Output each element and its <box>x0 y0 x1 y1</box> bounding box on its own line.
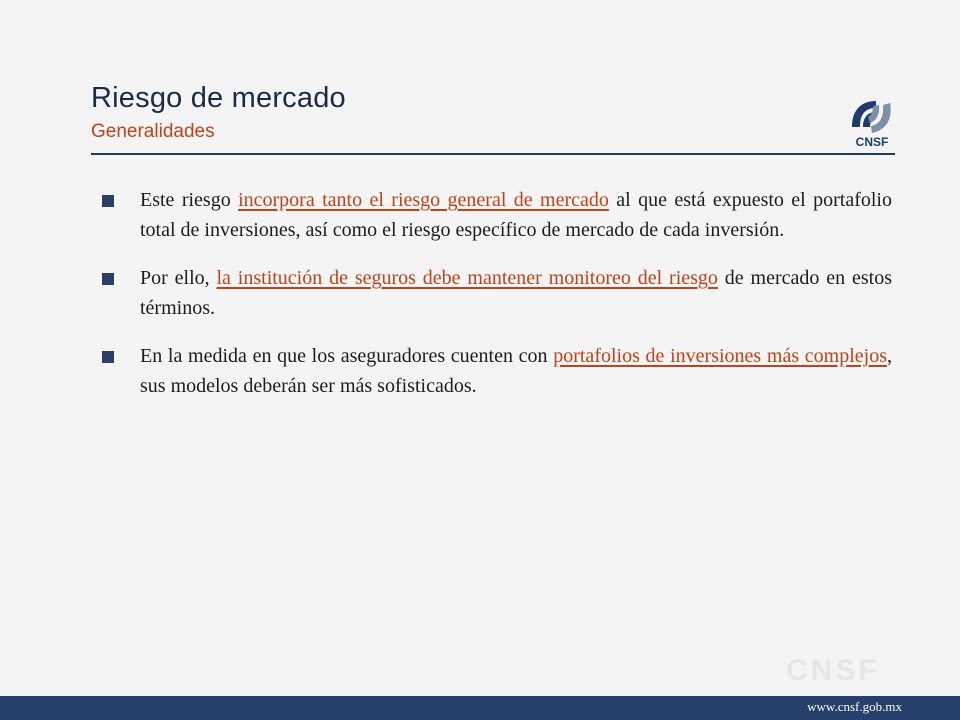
slide-title: Riesgo de mercado <box>91 82 346 114</box>
bullet-item <box>100 185 892 245</box>
bullet-text-before: Este riesgo <box>140 189 239 211</box>
cnsf-logo <box>846 97 898 149</box>
bullet-text-after: , sus modelos deberán ser más sofisticados. <box>140 345 892 397</box>
bullet-text-before: Por ello, <box>140 267 217 289</box>
square-bullet-icon <box>102 351 114 363</box>
bullet-highlight-link[interactable]: incorpora tanto el riesgo general de mercado <box>238 189 609 211</box>
footer-url-link[interactable]: www.cnsf.gob.mx <box>807 699 902 714</box>
logo-text: CNSF <box>855 135 889 149</box>
title-divider <box>91 153 895 155</box>
cnsf-logo-icon <box>846 97 898 149</box>
cnsf-watermark: CNSF <box>786 654 880 687</box>
bullet-text-after: al que está expuesto el portafolio total de inversiones, así como el riesgo específico de mercado de cada inversión. <box>140 189 892 241</box>
bullet-text-before: En la medida en que los aseguradores cuenten con <box>140 345 554 367</box>
square-bullet-icon <box>102 195 114 207</box>
bullet-text-after: de mercado en estos términos. <box>140 267 892 319</box>
square-bullet-icon <box>102 273 114 285</box>
slide-subtitle: Generalidades <box>91 121 215 142</box>
bullet-list <box>100 185 892 419</box>
bullet-highlight-link[interactable]: portafolios de inversiones más complejos <box>553 345 887 367</box>
bullet-item <box>100 263 892 323</box>
bullet-highlight-link[interactable]: la institución de seguros debe mantener monitoreo del riesgo <box>216 267 718 289</box>
bullet-item <box>100 341 892 401</box>
